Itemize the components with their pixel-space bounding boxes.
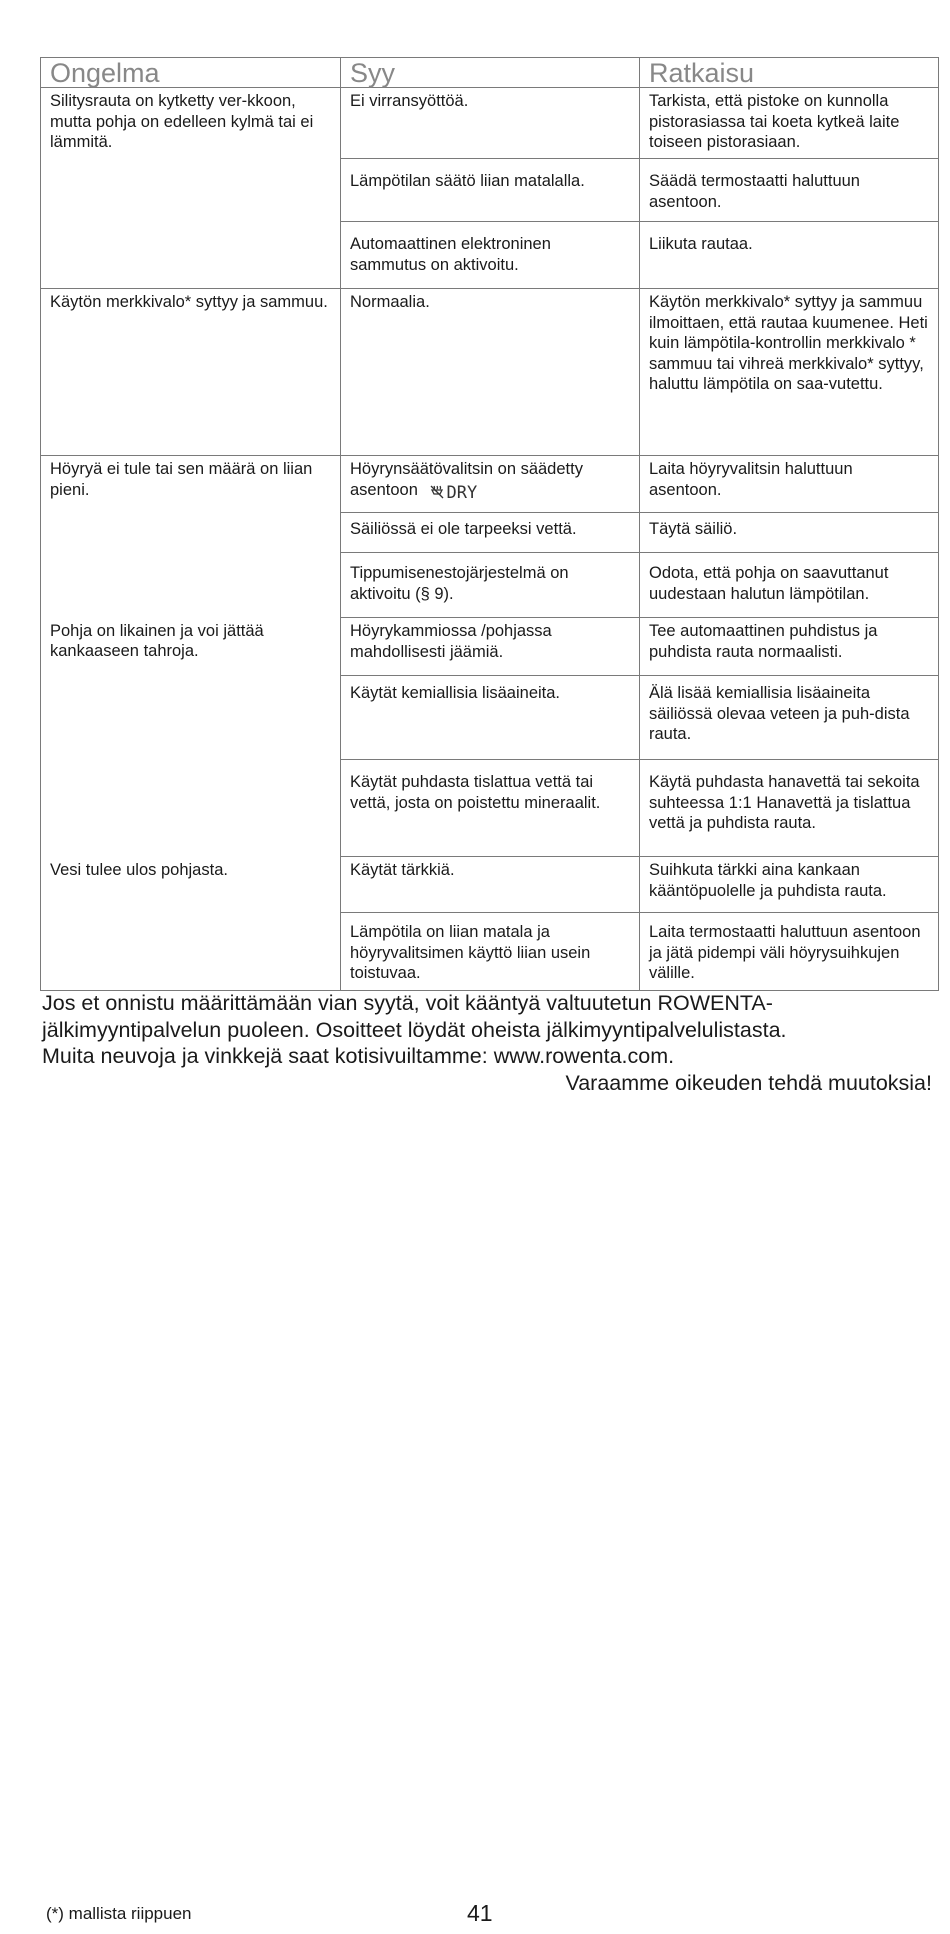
cause-cell — [341, 456, 640, 513]
table-row — [41, 857, 939, 913]
solution-cell: Käytä puhdasta hanavettä tai sekoita suhteessa 1:1 Hanavettä ja tislattua vettä ja puhdista rauta. — [640, 760, 939, 857]
service-note-line: Muita neuvoja ja vinkkejä saat kotisivuiltamme: www.rowenta.com. — [42, 1044, 675, 1068]
service-note-line: Jos et onnistu määrittämään vian syytä, voit kääntyä valtuutetun ROWENTA- — [42, 991, 773, 1015]
footnote: (*) mallista riippuen — [46, 1904, 192, 1923]
cause-cell: Lämpötila on liian matala ja höyryvalitsimen käyttö liian usein toistuvaa. — [341, 913, 640, 991]
problem-cell: Silitysrauta on kytketty ver-kkoon, mutta pohja on edelleen kylmä tai ei lämmitä. — [41, 88, 341, 289]
steam-dry-icon — [429, 483, 478, 504]
table-row — [41, 289, 939, 456]
service-note — [42, 990, 942, 1096]
cause-cell: Käytät puhdasta tislattua vettä tai vettä, josta on poistettu mineraalit. — [341, 760, 640, 857]
troubleshooting-table — [40, 57, 939, 991]
cause-cell: Ei virransyöttöä. — [341, 88, 640, 159]
cause-text: Höyrynsäätövalitsin on säädetty asentoon — [350, 460, 583, 499]
cause-cell: Säiliössä ei ole tarpeeksi vettä. — [341, 513, 640, 553]
solution-cell: Laita termostaatti haluttuun asentoon ja jätä pidempi väli höyrysuihkujen välille. — [640, 913, 939, 991]
cause-cell: Automaattinen elektroninen sammutus on aktivoitu. — [341, 222, 640, 289]
table-header-row — [41, 58, 939, 88]
service-note-line: jälkimyyntipalvelun puoleen. Osoitteet löydät oheista jälkimyyntipalvelulistasta. — [42, 1017, 787, 1042]
problem-cell: Pohja on likainen ja voi jättää kankaaseen tahroja. — [41, 618, 341, 857]
solution-cell: Käytön merkkivalo* syttyy ja sammuu ilmoittaen, että rautaa kuumenee. Heti kuin lämpötila-kontrollin merkkivalo * sammuu tai vihreä merkkivalo* syttyy, haluttu lämpötila on saa-vutettu. — [640, 289, 939, 456]
header-problem: Ongelma — [41, 58, 341, 88]
table-row — [41, 456, 939, 513]
solution-cell: Tarkista, että pistoke on kunnolla pistorasiassa tai koeta kytkeä laite toiseen pistorasiaan. — [640, 88, 939, 159]
solution-cell: Täytä säiliö. — [640, 513, 939, 553]
problem-cell: Vesi tulee ulos pohjasta. — [41, 857, 341, 991]
disclaimer: Varaamme oikeuden tehdä muutoksia! — [565, 1070, 932, 1095]
solution-cell: Liikuta rautaa. — [640, 222, 939, 289]
cause-cell: Tippumisenestojärjestelmä on aktivoitu (§ 9). — [341, 553, 640, 618]
problem-cell: Höyryä ei tule tai sen määrä on liian pieni. — [41, 456, 341, 618]
problem-cell: Käytön merkkivalo* syttyy ja sammuu. — [41, 289, 341, 456]
solution-cell: Säädä termostaatti haluttuun asentoon. — [640, 159, 939, 222]
cause-cell: Normaalia. — [341, 289, 640, 456]
cause-cell: Höyrykammiossa /pohjassa mahdollisesti jäämiä. — [341, 618, 640, 676]
table-row — [41, 618, 939, 676]
cause-cell: Käytät tärkkiä. — [341, 857, 640, 913]
page-number: 41 — [467, 1900, 493, 1926]
cause-cell: Käytät kemiallisia lisäaineita. — [341, 676, 640, 760]
solution-cell: Älä lisää kemiallisia lisäaineita säiliössä olevaa veteen ja puh-dista rauta. — [640, 676, 939, 760]
table-row — [41, 88, 939, 159]
solution-cell: Tee automaattinen puhdistus ja puhdista rauta normaalisti. — [640, 618, 939, 676]
header-solution: Ratkaisu — [640, 58, 939, 88]
solution-cell: Suihkuta tärkki aina kankaan kääntöpuolelle ja puhdista rauta. — [640, 857, 939, 913]
header-cause: Syy — [341, 58, 640, 88]
solution-cell: Laita höyryvalitsin haluttuun asentoon. — [640, 456, 939, 513]
dry-label: DRY — [446, 482, 478, 503]
solution-cell: Odota, että pohja on saavuttanut uudestaan halutun lämpötilan. — [640, 553, 939, 618]
cause-cell: Lämpötilan säätö liian matalalla. — [341, 159, 640, 222]
